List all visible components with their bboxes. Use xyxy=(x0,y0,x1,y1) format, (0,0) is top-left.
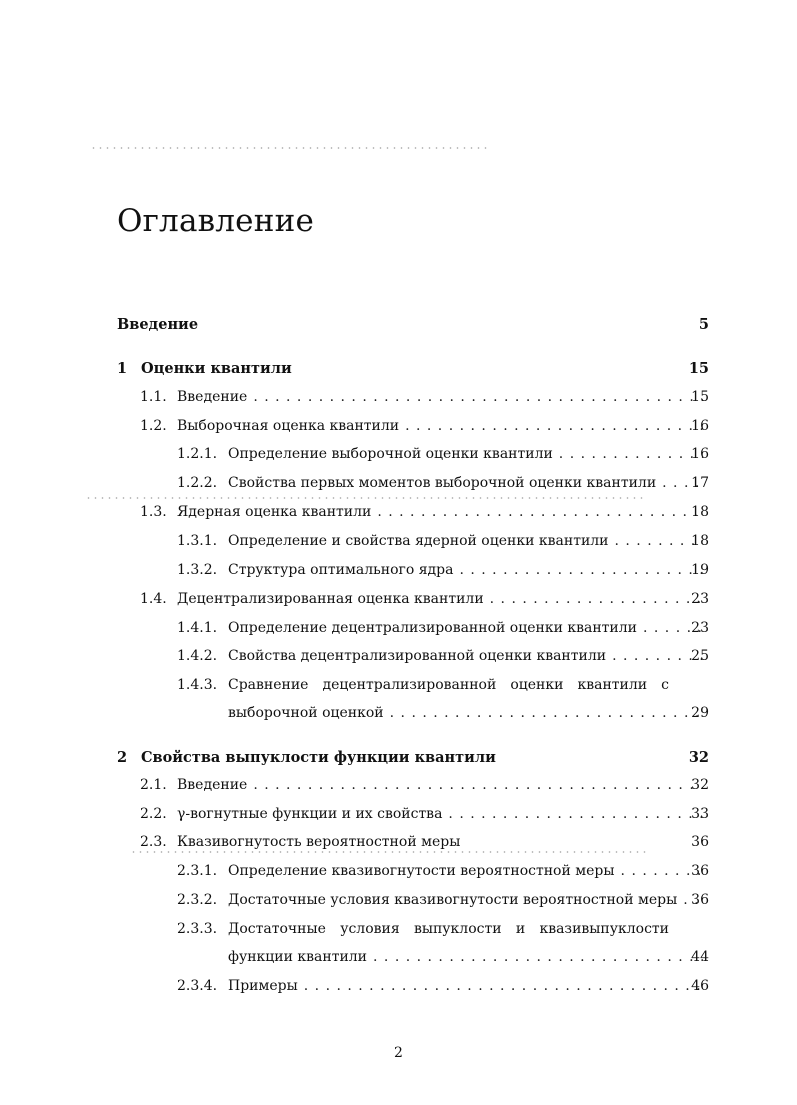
toc-entry-number: 1.2.2. xyxy=(177,475,218,491)
toc-entry-number: 1.3.1. xyxy=(177,533,218,549)
word: с xyxy=(661,677,669,693)
toc-entry-1-4-3-cont[interactable] xyxy=(228,705,709,727)
toc-entry-number: 2.3.4. xyxy=(177,978,218,994)
toc-entry-title: Введение xyxy=(177,777,248,793)
toc-entry-page: 32 xyxy=(688,749,709,766)
toc-entry-number: 2 xyxy=(117,749,128,766)
toc-entry-page: 17 xyxy=(691,475,709,491)
toc-entry-1-4-1[interactable] xyxy=(177,620,709,642)
toc-entry-page: 23 xyxy=(691,620,709,636)
dot-leader xyxy=(390,705,703,721)
toc-entry-title: Оценки квантили xyxy=(141,360,292,377)
toc-entry-page: 18 xyxy=(691,504,709,520)
dot-leader xyxy=(459,562,703,578)
toc-entry-number: 1.4.3. xyxy=(177,677,218,693)
toc-entry-2-3-1[interactable] xyxy=(177,863,709,885)
toc-entry-title: Свойства первых моментов выборочной оценки квантили xyxy=(228,475,657,491)
word: выпуклости xyxy=(413,921,502,937)
toc-entry-page: 44 xyxy=(691,949,709,965)
toc-entry-title: Примеры xyxy=(228,978,298,994)
toc-entry-1-4[interactable] xyxy=(140,591,709,613)
toc-entry-number: 2.3.1. xyxy=(177,863,218,879)
toc-entry-1-4-2[interactable] xyxy=(177,648,709,670)
toc-entry-page: 33 xyxy=(691,806,709,822)
toc-entry-1-1[interactable] xyxy=(140,389,709,411)
toc-entry-1-2[interactable] xyxy=(140,418,709,440)
word: квазивыпуклости xyxy=(539,921,669,937)
toc-entry-page: 36 xyxy=(691,863,709,879)
toc-entry-1-3-1[interactable] xyxy=(177,533,709,555)
dot-leader xyxy=(612,648,703,664)
toc-entry-title-line2: функции квантили xyxy=(228,949,368,965)
toc-entry-page: 16 xyxy=(691,418,709,434)
toc-entry-page: 36 xyxy=(691,892,709,908)
dot-leader xyxy=(304,978,703,994)
toc-entry-title: Структура оптимального ядра xyxy=(228,562,454,578)
toc-entry-page: 25 xyxy=(691,648,709,664)
toc-entry-number: 1 xyxy=(117,360,128,377)
dot-leader xyxy=(377,504,703,520)
toc-entry-2-3-4[interactable] xyxy=(177,978,709,1000)
toc-entry-number: 1.2. xyxy=(140,418,167,434)
toc-entry-page: 46 xyxy=(691,978,709,994)
toc-entry-page: 15 xyxy=(688,360,709,377)
toc-entry-title: Определение квазивогнутости вероятностной меры xyxy=(228,863,615,879)
toc-entry-title: Квазивогнутость вероятностной меры xyxy=(177,834,461,850)
toc-entry-title: Достаточные условия квазивогнутости вероятностной меры xyxy=(228,892,678,908)
page-number: 2 xyxy=(394,1045,403,1061)
toc-entry-page: 5 xyxy=(698,316,709,333)
toc-entry-number: 1.2.1. xyxy=(177,446,218,462)
word: квантили xyxy=(577,677,648,693)
toc-entry-page: 29 xyxy=(691,705,709,721)
dot-leader xyxy=(405,418,703,434)
toc-entry-number: 1.3.2. xyxy=(177,562,218,578)
toc-entry-page: 36 xyxy=(691,834,709,850)
toc-entry-page: 15 xyxy=(691,389,709,405)
toc-entry-title: Выборочная оценка квантили xyxy=(177,418,400,434)
toc-entry-title: Определение выборочной оценки квантили xyxy=(228,446,553,462)
toc-entry-page: 16 xyxy=(691,446,709,462)
toc-entry-number: 1.3. xyxy=(140,504,167,520)
toc-entry-title: Введение xyxy=(117,316,199,333)
toc-entry-number: 2.3.2. xyxy=(177,892,218,908)
toc-entry-title: γ-вогнутные функции и их свойства xyxy=(177,806,443,822)
toc-entry-title-line1 xyxy=(228,921,669,937)
toc-entry-title: Децентрализированная оценка квантили xyxy=(177,591,484,607)
toc-entry-2-3[interactable] xyxy=(140,834,709,856)
dot-leader xyxy=(559,446,703,462)
toc-entry-1-3-2[interactable] xyxy=(177,562,709,584)
toc-entry-page: 18 xyxy=(691,533,709,549)
toc-entry-number: 2.3. xyxy=(140,834,167,850)
word: и xyxy=(515,921,526,937)
toc-chapter-1[interactable] xyxy=(117,360,709,382)
word: оценки xyxy=(510,677,564,693)
toc-entry-2-3-3[interactable] xyxy=(177,921,709,943)
toc-entry-number: 2.1. xyxy=(140,777,167,793)
toc-entry-number: 1.1. xyxy=(140,389,167,405)
toc-entry-1-2-2[interactable] xyxy=(177,475,709,497)
toc-entry-title-line2: выборочной оценкой xyxy=(228,705,384,721)
toc-entry-title-line1 xyxy=(228,677,669,693)
word: децентрализированной xyxy=(322,677,497,693)
word: Достаточные xyxy=(228,921,326,937)
toc-entry-1-2-1[interactable] xyxy=(177,446,709,468)
toc-chapter-2[interactable] xyxy=(117,749,709,771)
toc-entry-page: 23 xyxy=(691,591,709,607)
toc-entry-2-3-3-cont[interactable] xyxy=(228,949,709,971)
scan-noise xyxy=(85,497,645,499)
dot-leader xyxy=(615,533,704,549)
toc-entry-title: Определение и свойства ядерной оценки квантили xyxy=(228,533,609,549)
toc-entry-title: Определение децентрализированной оценки квантили xyxy=(228,620,637,636)
toc-entry-title: Ядерная оценка квантили xyxy=(177,504,372,520)
dot-leader xyxy=(373,949,703,965)
word: Сравнение xyxy=(228,677,309,693)
toc-entry-1-3[interactable] xyxy=(140,504,709,526)
dot-leader xyxy=(253,777,703,793)
toc-entry-page: 19 xyxy=(691,562,709,578)
toc-entry-page: 32 xyxy=(691,777,709,793)
word: условия xyxy=(340,921,400,937)
toc-entry-number: 1.4.1. xyxy=(177,620,218,636)
toc-entry-2-1[interactable] xyxy=(140,777,709,799)
toc-entry-number: 2.3.3. xyxy=(177,921,218,937)
toc-entry-intro[interactable] xyxy=(117,316,709,338)
toc-entry-2-3-2[interactable] xyxy=(177,892,709,914)
dot-leader xyxy=(490,591,703,607)
toc-entry-2-2[interactable] xyxy=(140,806,709,828)
dot-leader xyxy=(253,389,703,405)
toc-entry-1-4-3[interactable] xyxy=(177,677,709,699)
dot-leader xyxy=(448,806,703,822)
toc-entry-title: Свойства децентрализированной оценки квантили xyxy=(228,648,607,664)
toc-entry-title: Введение xyxy=(177,389,248,405)
toc-entry-number: 1.4. xyxy=(140,591,167,607)
toc-entry-title: Свойства выпуклости функции квантили xyxy=(141,749,496,766)
toc-entry-number: 1.4.2. xyxy=(177,648,218,664)
scan-noise xyxy=(90,147,490,149)
page-title: Оглавление xyxy=(117,203,314,239)
toc-entry-number: 2.2. xyxy=(140,806,167,822)
